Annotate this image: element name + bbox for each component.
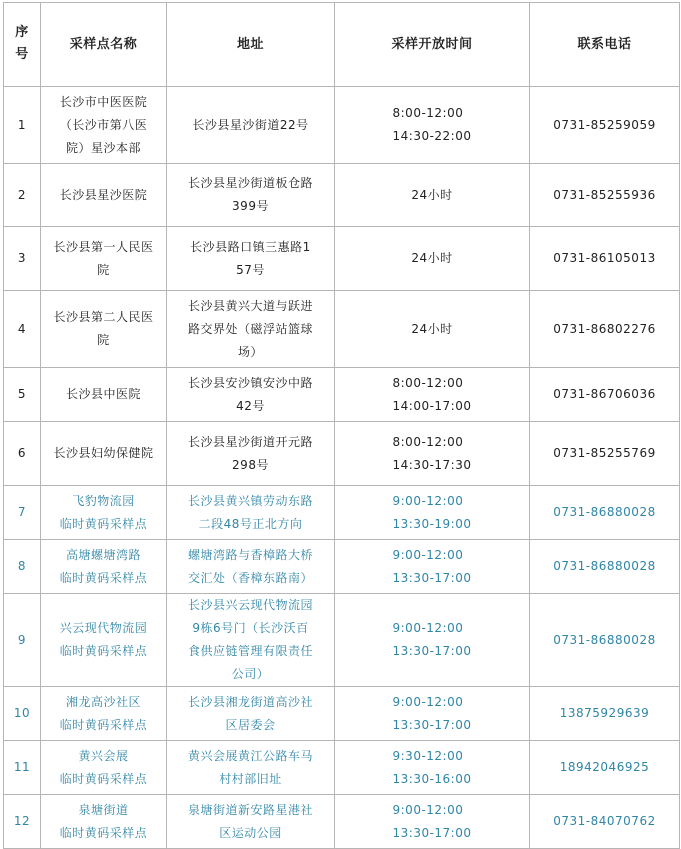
row-index: 7 (4, 486, 41, 540)
site-name-line: 长沙市中医医院 (59, 94, 148, 109)
hours-block (393, 102, 472, 148)
hours-block (393, 544, 472, 590)
address-line: 长沙县黄兴镇劳动东路 (187, 493, 313, 508)
address-line: 长沙县兴云现代物流园 (187, 598, 313, 612)
table-row (4, 486, 680, 540)
hours-line: 24小时 (411, 187, 453, 202)
hours-block (411, 184, 452, 207)
hours-block (411, 318, 452, 341)
hours-line: 24小时 (411, 321, 453, 336)
site-name-line: 黄兴会展 (78, 748, 129, 763)
address-line: 路交界处（磁浮站篮球 (187, 321, 313, 336)
address-cell (167, 795, 335, 849)
row-index: 1 (4, 87, 41, 164)
table-row (4, 227, 680, 291)
header-index (4, 3, 41, 87)
address-line: 泉塘街道新安路星港社 (187, 802, 313, 817)
hours-line: 13:30-17:00 (392, 717, 472, 732)
table-row (4, 795, 680, 849)
site-name-line: 高塘螺塘湾路 (65, 547, 141, 562)
address-line: 长沙县星沙街道22号 (192, 117, 309, 132)
address-line: 场） (237, 344, 263, 359)
hours-cell (335, 87, 530, 164)
site-name-line: 临时黄码采样点 (59, 644, 148, 658)
site-name-line: 院 (97, 262, 110, 277)
phone-cell: 0731-86880028 (530, 486, 680, 540)
hours-cell (335, 164, 530, 227)
phone-cell: 0731-86880028 (530, 540, 680, 594)
address-line: 长沙县星沙街道板仓路 (187, 176, 313, 190)
hours-cell (335, 227, 530, 291)
table-row (4, 87, 680, 164)
header-name: 采样点名称 (41, 3, 167, 87)
row-index: 4 (4, 291, 41, 368)
site-name-line: （长沙市第八医 (59, 117, 148, 132)
site-name-cell (41, 687, 167, 741)
header-phone: 联系电话 (530, 3, 680, 87)
address-cell (167, 594, 335, 687)
address-line: 公司） (231, 667, 270, 681)
table-row (4, 422, 680, 486)
hours-line: 9:00-12:00 (392, 802, 464, 817)
table-row (4, 291, 680, 368)
hours-cell (335, 540, 530, 594)
address-line: 9栋6号门（长沙沃百 (192, 621, 309, 635)
site-name-line: 临时黄码采样点 (59, 516, 148, 531)
hours-block (393, 617, 472, 663)
header-address: 地址 (167, 3, 335, 87)
hours-block (393, 490, 472, 536)
site-name-line: 临时黄码采样点 (59, 717, 148, 732)
row-index: 12 (4, 795, 41, 849)
phone-cell: 0731-85259059 (530, 87, 680, 164)
address-line: 长沙县星沙街道开元路 (187, 434, 313, 449)
address-line: 二段48号正北方向 (198, 516, 303, 531)
table-body (4, 87, 680, 849)
address-cell (167, 227, 335, 291)
phone-cell: 0731-85255936 (530, 164, 680, 227)
row-index: 11 (4, 741, 41, 795)
address-cell (167, 687, 335, 741)
table-row (4, 368, 680, 422)
site-name-cell (41, 164, 167, 227)
address-line: 399号 (232, 199, 269, 213)
table-row (4, 687, 680, 741)
site-name-cell (41, 741, 167, 795)
hours-line: 9:00-12:00 (392, 694, 464, 709)
hours-line: 8:00-12:00 (392, 375, 464, 390)
hours-cell (335, 687, 530, 741)
address-line: 298号 (232, 457, 269, 472)
address-line: 村村部旧址 (219, 771, 282, 786)
row-index: 9 (4, 594, 41, 687)
address-cell (167, 486, 335, 540)
hours-block (411, 247, 452, 270)
hours-cell (335, 422, 530, 486)
site-name-cell (41, 368, 167, 422)
hours-block (393, 799, 472, 845)
hours-cell (335, 795, 530, 849)
site-name-cell (41, 795, 167, 849)
site-name-cell (41, 291, 167, 368)
address-cell (167, 164, 335, 227)
address-cell (167, 368, 335, 422)
row-index: 8 (4, 540, 41, 594)
address-line: 长沙县路口镇三惠路1 (190, 239, 311, 254)
sampling-sites-table (3, 2, 680, 849)
table-row (4, 741, 680, 795)
hours-block (393, 691, 472, 737)
hours-block (393, 372, 472, 418)
site-name-line: 临时黄码采样点 (59, 570, 148, 585)
hours-line: 13:30-17:00 (392, 570, 472, 585)
row-index: 6 (4, 422, 41, 486)
site-name-line: 临时黄码采样点 (59, 825, 148, 840)
row-index: 3 (4, 227, 41, 291)
site-name-line: 院 (97, 333, 110, 347)
table-row (4, 594, 680, 687)
site-name-line: 长沙县第二人民医 (53, 310, 154, 324)
site-name-line: 长沙县妇幼保健院 (53, 446, 154, 460)
hours-line: 8:00-12:00 (392, 106, 464, 120)
site-name-line: 长沙县星沙医院 (59, 187, 148, 202)
hours-line: 9:00-12:00 (392, 547, 464, 562)
address-line: 交汇处（香樟东路南） (187, 570, 313, 585)
hours-cell (335, 594, 530, 687)
hours-block (393, 431, 472, 477)
hours-cell (335, 741, 530, 795)
site-name-cell (41, 486, 167, 540)
address-cell (167, 291, 335, 368)
row-index: 2 (4, 164, 41, 227)
site-name-cell (41, 87, 167, 164)
hours-line: 13:30-19:00 (392, 516, 472, 531)
site-name-line: 飞豹物流园 (72, 493, 135, 508)
hours-line: 8:00-12:00 (392, 434, 464, 449)
address-line: 区居委会 (225, 717, 276, 732)
address-line: 食供应链管理有限责任 (187, 644, 313, 658)
hours-line: 9:00-12:00 (392, 621, 464, 635)
address-line: 螺塘湾路与香樟路大桥 (187, 547, 313, 562)
hours-line: 14:30-22:00 (392, 129, 472, 143)
site-name-line: 临时黄码采样点 (59, 771, 148, 786)
hours-cell (335, 486, 530, 540)
site-name-line: 兴云现代物流园 (59, 621, 148, 635)
hours-line: 13:30-17:00 (392, 644, 472, 658)
site-name-cell (41, 540, 167, 594)
address-cell (167, 540, 335, 594)
row-index: 5 (4, 368, 41, 422)
phone-cell: 0731-86802276 (530, 291, 680, 368)
hours-line: 9:30-12:00 (392, 748, 464, 763)
address-line: 57号 (236, 262, 265, 277)
phone-cell: 0731-86105013 (530, 227, 680, 291)
address-line: 长沙县安沙镇安沙中路 (187, 375, 313, 390)
site-name-line: 泉塘街道 (78, 802, 129, 817)
address-cell (167, 741, 335, 795)
site-name-cell (41, 422, 167, 486)
header-index-label: 序号 (15, 24, 29, 62)
address-line: 区运动公园 (219, 825, 282, 840)
site-name-cell (41, 594, 167, 687)
table-row (4, 164, 680, 227)
site-name-cell (41, 227, 167, 291)
hours-line: 13:30-17:00 (392, 825, 472, 840)
hours-line: 9:00-12:00 (392, 493, 464, 508)
table-row (4, 540, 680, 594)
site-name-line: 院）星沙本部 (65, 140, 141, 155)
site-name-line: 湘龙高沙社区 (65, 694, 141, 709)
phone-cell: 0731-85255769 (530, 422, 680, 486)
address-line: 长沙县湘龙街道高沙社 (187, 694, 313, 709)
site-name-line: 长沙县第一人民医 (53, 239, 154, 254)
address-cell (167, 422, 335, 486)
phone-cell: 0731-84070762 (530, 795, 680, 849)
hours-line: 13:30-16:00 (392, 771, 472, 786)
address-line: 黄兴会展黄江公路车马 (187, 748, 313, 763)
address-line: 42号 (236, 398, 265, 413)
row-index: 10 (4, 687, 41, 741)
hours-line: 14:30-17:30 (392, 457, 472, 472)
hours-cell (335, 291, 530, 368)
site-name-line: 长沙县中医院 (65, 387, 141, 401)
hours-block (393, 745, 472, 791)
hours-cell (335, 368, 530, 422)
header-row (4, 3, 680, 87)
phone-cell: 18942046925 (530, 741, 680, 795)
address-cell (167, 87, 335, 164)
header-hours: 采样开放时间 (335, 3, 530, 87)
hours-line: 14:00-17:00 (392, 398, 472, 413)
address-line: 长沙县黄兴大道与跃进 (187, 298, 313, 313)
phone-cell: 13875929639 (530, 687, 680, 741)
hours-line: 24小时 (411, 251, 453, 265)
phone-cell: 0731-86706036 (530, 368, 680, 422)
phone-cell: 0731-86880028 (530, 594, 680, 687)
